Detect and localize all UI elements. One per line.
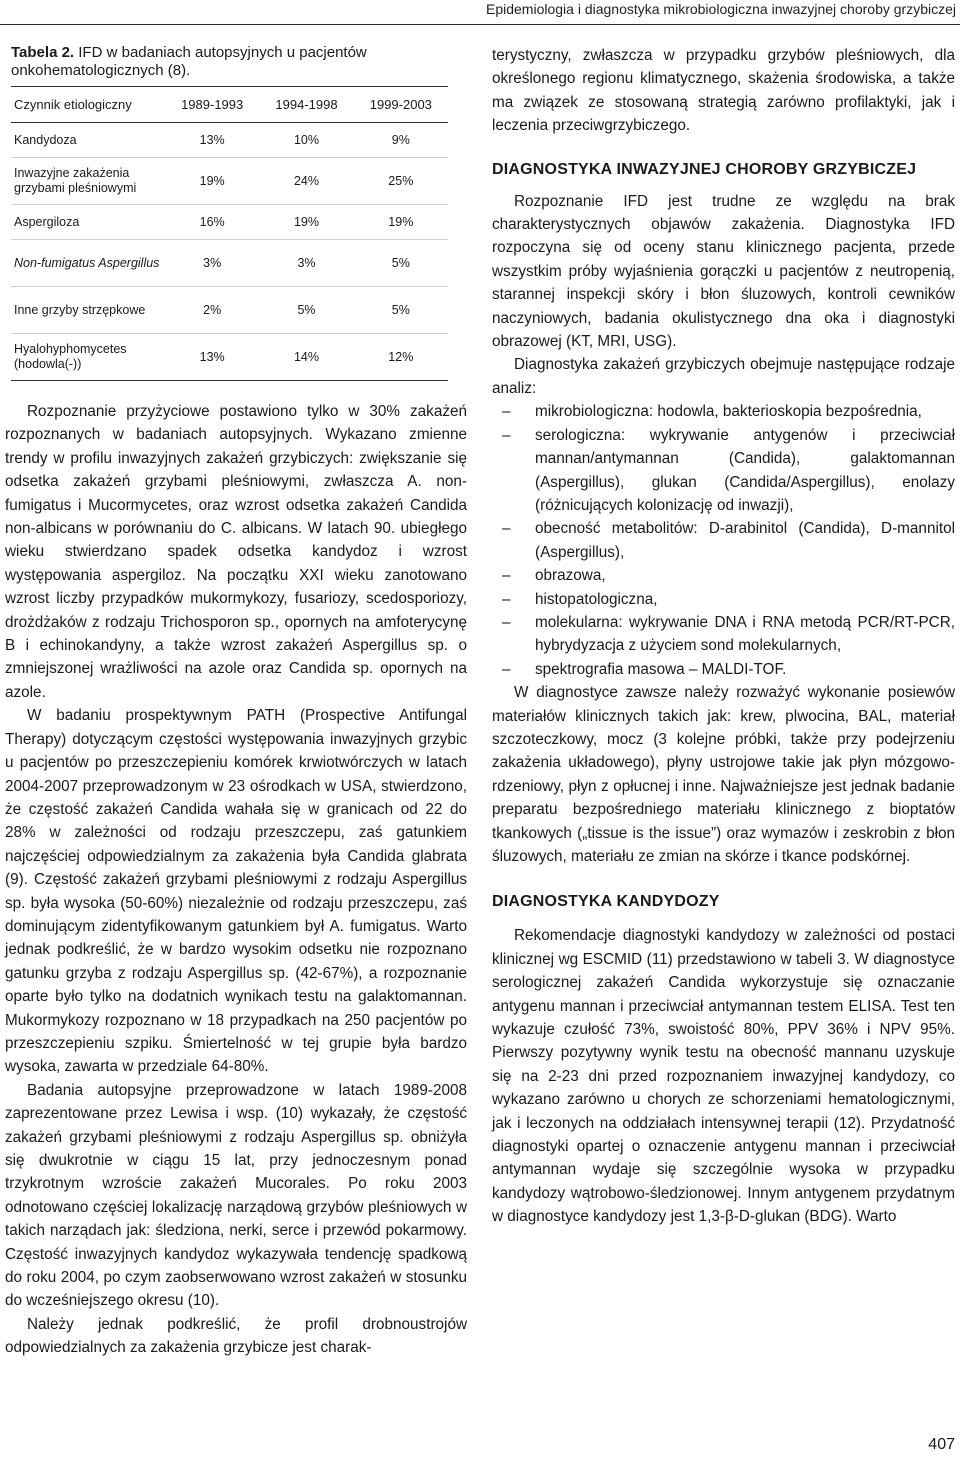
table-cell: 2% [165, 287, 259, 334]
table-cell: 5% [354, 240, 448, 287]
row-label: Hyalohyphomycetes (hodowla(-)) [11, 334, 165, 381]
table-cell: 19% [165, 158, 259, 205]
body-paragraph: Rozpoznanie IFD jest trudne ze względu na brak charakterystycznych objawów zakażenia. Diagnostyka IFD rozpoczyna się od oceny stanu klinicznego pacjenta, przede wszystkim próby wyjaśnienia gorączki u pacjentów z neutropenią, starannej inspekcji skóry i błon śluzowych, kontroli cewników naczyniowych, badania okulistycznego dna oka i diagnostyki obrazowej (KT, MRI, USG). [492, 192, 955, 351]
dash-marker: – [502, 613, 511, 631]
table-cell: 16% [165, 205, 259, 240]
list-item [492, 564, 955, 587]
list-item [492, 400, 955, 423]
row-label: Aspergiloza [11, 205, 165, 240]
body-paragraph: Należy jednak podkreślić, że profil drobnoustrojów odpowiedzialnych za zakażenia grzybicze jest charak- [5, 1315, 467, 1357]
table-caption-label: Tabela 2. [11, 44, 75, 61]
right-column [492, 44, 955, 1229]
running-title: Epidemiologia i diagnostyka mikrobiologiczna inwazyjnej choroby grzybiczej [485, 1, 956, 17]
table-cell: 19% [354, 205, 448, 240]
body-paragraph: Diagnostyka zakażeń grzybiczych obejmuje następujące rodzaje analiz: [492, 356, 955, 397]
table-row [11, 334, 448, 381]
list-item-text: serologiczna: wykrywanie antygenów i przeciwciał mannan/antymannan (Candida), galaktomannan (Aspergillus), glukan (Candida/Aspergillus), enolazy (różnicujących kolonizację od inwazji), [535, 426, 955, 514]
left-column [5, 44, 467, 1360]
column-header: 1989-1993 [181, 97, 244, 112]
body-paragraph: terystyczny, zwłaszcza w przypadku grzybów pleśniowych, dla określonego regionu klimatycznego, skażenia środowiska, a także ma związek ze stosowaną strategią zarówno profilaktyki, jak i leczenia przeciwgrzybiczego. [492, 47, 955, 135]
row-label: Inwazyjne zakażenia grzybami pleśniowymi [11, 158, 165, 205]
table-row [11, 123, 448, 158]
column-header: Czynnik etiologiczny [14, 97, 132, 112]
column-header: 1994-1998 [275, 97, 338, 112]
page-number: 407 [928, 1436, 955, 1453]
list-item [492, 658, 955, 681]
list-item [492, 611, 955, 658]
body-paragraph: Badania autopsyjne przeprowadzone w latach 1989-2008 zaprezentowane przez Lewisa i wsp. (10) wykazały, że częstość zakażeń grzybami pleśniowymi z rodzaju Aspergillus sp. obniżyła się dwukrotnie w ciągu 15 lat, przy jednoczesnym ponad trzykrotnym wzroście zakażeń Mucorales. Po roku 2003 odnotowano częściej lokalizację narządową grzybów pleśniowych w takich narządach jak: śledziona, nerki, serce i przewód pokarmowy. Częstość inwazyjnych kandydoz wykazywała tendencję spadkową do roku 2004, po czym zaobserwowano wzrost zakażeń w stosunku do wcześniejszego okresu (10). [5, 1081, 467, 1310]
list-item-text: obrazowa, [535, 567, 606, 585]
list-item-text: histopatologiczna, [535, 590, 658, 608]
dash-marker: – [502, 403, 511, 421]
body-paragraph: W diagnostyce zawsze należy rozważyć wykonanie posiewów materiałów klinicznych takich jak: krew, plwocina, BAL, materiał szczoteczkowy, mocz (3 kolejne próbki, także przy podejrzeniu zakażenia układowego), płyny ustrojowe takie jak płyn mózgowo-rdzeniowy, płyn z opłucnej i inne. Najważniejsze jest jednak badanie preparatu bezpośredniego materiału klinicznego z bioptatów tkankowych („tissue is the issue”) oraz wymazów i zeskrobin z błon śluzowych, materiału ze zmian na skórze i tkance podskórnej. [492, 684, 955, 865]
table-row [11, 240, 448, 287]
ifd-autopsy-table [11, 86, 448, 381]
table-cell: 10% [259, 123, 353, 158]
list-item [492, 424, 955, 518]
table-row [11, 158, 448, 205]
table-header-row [11, 87, 448, 123]
table-cell: 19% [259, 205, 353, 240]
table-row [11, 287, 448, 334]
table-row [11, 205, 448, 240]
dash-marker: – [502, 426, 511, 444]
list-item-text: spektrografia masowa – MALDI-TOF. [535, 660, 787, 678]
table-caption [5, 44, 467, 80]
table-cell: 13% [165, 334, 259, 381]
table-caption-text: IFD w badaniach autopsyjnych u pacjentów onkohematologicznych (8). [11, 44, 367, 79]
table-cell: 5% [354, 287, 448, 334]
table-cell: 24% [259, 158, 353, 205]
column-header: 1999-2003 [369, 97, 432, 112]
list-item-text: molekularna: wykrywanie DNA i RNA metodą PCR/RT-PCR, hybrydyzacja z użyciem sond molekularnych, [535, 613, 955, 655]
table-cell: 3% [259, 240, 353, 287]
dash-marker: – [502, 520, 511, 538]
dash-marker: – [502, 590, 511, 608]
body-paragraph: W badaniu prospektywnym PATH (Prospective Antifungal Therapy) dotyczącym częstości występowania inwazyjnych grzybic u pacjentów po przeszczepieniu komórek krwiotwórczych w latach 2004-2007 przeprowadzonym w 23 ośrodkach w USA, stwierdzono, że częstość zakażeń Candida wahała się w granicach od 22 do 28% w zależności od rodzaju przeszczepu, zaś gatunkiem najczęściej odpowiedzialnym za zakażenia była Candida glabrata (9). Częstość zakażeń grzybami pleśniowymi z rodzaju Aspergillus sp. była wysoka (50-60%) niezależnie od rodzaju przeszczepu, zaś dominującym zidentyfikowanym gatunkiem był A. fumigatus. Warto jednak podkreślić, że w bardzo wysokim odsetku nie rozpoznano gatunku grzyba z rodzaju Aspergillus sp. (42-67%), a rozpoznanie oparte było tylko na dodatnich wynikach testu na galaktomannan. Mukormykozy rozpoznano w 18 przypadkach na 250 pacjentów po przeszczepieniu szpiku. Śmiertelność w tej grupie była bardzo wysoka, zawarta w przedziale 64-80%. [5, 707, 467, 1076]
row-label: Non-fumigatus Aspergillus [11, 240, 165, 287]
table-cell: 5% [259, 287, 353, 334]
running-header [0, 0, 960, 25]
table-cell: 25% [354, 158, 448, 205]
list-item [492, 517, 955, 564]
body-paragraph: Rozpoznanie przyżyciowe postawiono tylko w 30% zakażeń rozpoznanych w badaniach autopsyjnych. Wykazano zmienne trendy w profilu inwazyjnych zakażeń grzybiczych: zwiększanie się odsetka zakażeń grzybami pleśniowymi, zwłaszcza A. non-fumigatus i Mucormycetes, oraz wzrost odsetka zakażeń Candida non-albicans w porównaniu do C. albicans. W latach 90. ubiegłego wieku stwierdzano spadek odsetka kandydoz i wzrost występowania aspergiloz. Na początku XXI wieku zanotowano wzrost liczby przypadków mukormykozy, fusariozy, scedosporiozy, drożdżaków z rodzaju Trichosporon sp., opornych na amfoterycynę B i echinokandyny, a także wzrost zakażeń Aspergillus sp. o zmniejszonej wrażliwości na azole oraz Candida sp. opornych na azole. [5, 403, 467, 701]
analysis-list [492, 400, 955, 681]
list-item [492, 588, 955, 611]
list-item-text: obecność metabolitów: D-arabinitol (Candida), D-mannitol (Aspergillus), [535, 520, 955, 561]
dash-marker: – [502, 567, 511, 585]
table-cell: 13% [165, 123, 259, 158]
table-cell: 3% [165, 240, 259, 287]
table-cell: 9% [354, 123, 448, 158]
list-item-text: mikrobiologiczna: hodowla, bakterioskopia bezpośrednia, [535, 403, 922, 421]
body-paragraph: Rekomendacje diagnostyki kandydozy w zależności od postaci klinicznej wg ESCMID (11) przedstawiono w tabeli 3. W diagnostyce serologicznej zakażeń Candida wykorzystuje się oznaczanie antygenu mannan i przeciwciał antymannan testem ELISA. Test ten wykazuje czułość 73%, swoistość 80%, PPV 36% i NPV 95%. Pierwszy pozytywny wynik testu na obecność mannanu uzyskuje się na 2-23 dni przed rozpoznaniem inwazyjnej kandydozy, co wykazano zarówno u chorych ze schorzeniami hematologicznymi, jak i leczonych na oddziałach intensywnej terapii (12). Przydatność diagnostyki opartej o oznaczenie antygenu mannan i przeciwciał antymannan wydaje się szczególnie wysoka w przypadku kandydozy wątrobowo-śledzionowej. Innym antygenem przydatnym w diagnostyce kandydozy jest 1,3-β-D-glukan (BDG). Warto [492, 927, 955, 1226]
dash-marker: – [502, 660, 511, 678]
row-label: Kandydoza [11, 123, 165, 158]
section-heading: DIAGNOSTYKA KANDYDOZY [492, 893, 720, 911]
table-cell: 12% [354, 334, 448, 381]
table-cell: 14% [259, 334, 353, 381]
section-heading: DIAGNOSTYKA INWAZYJNEJ CHOROBY GRZYBICZEJ [492, 160, 917, 178]
row-label: Inne grzyby strzępkowe [11, 287, 165, 334]
